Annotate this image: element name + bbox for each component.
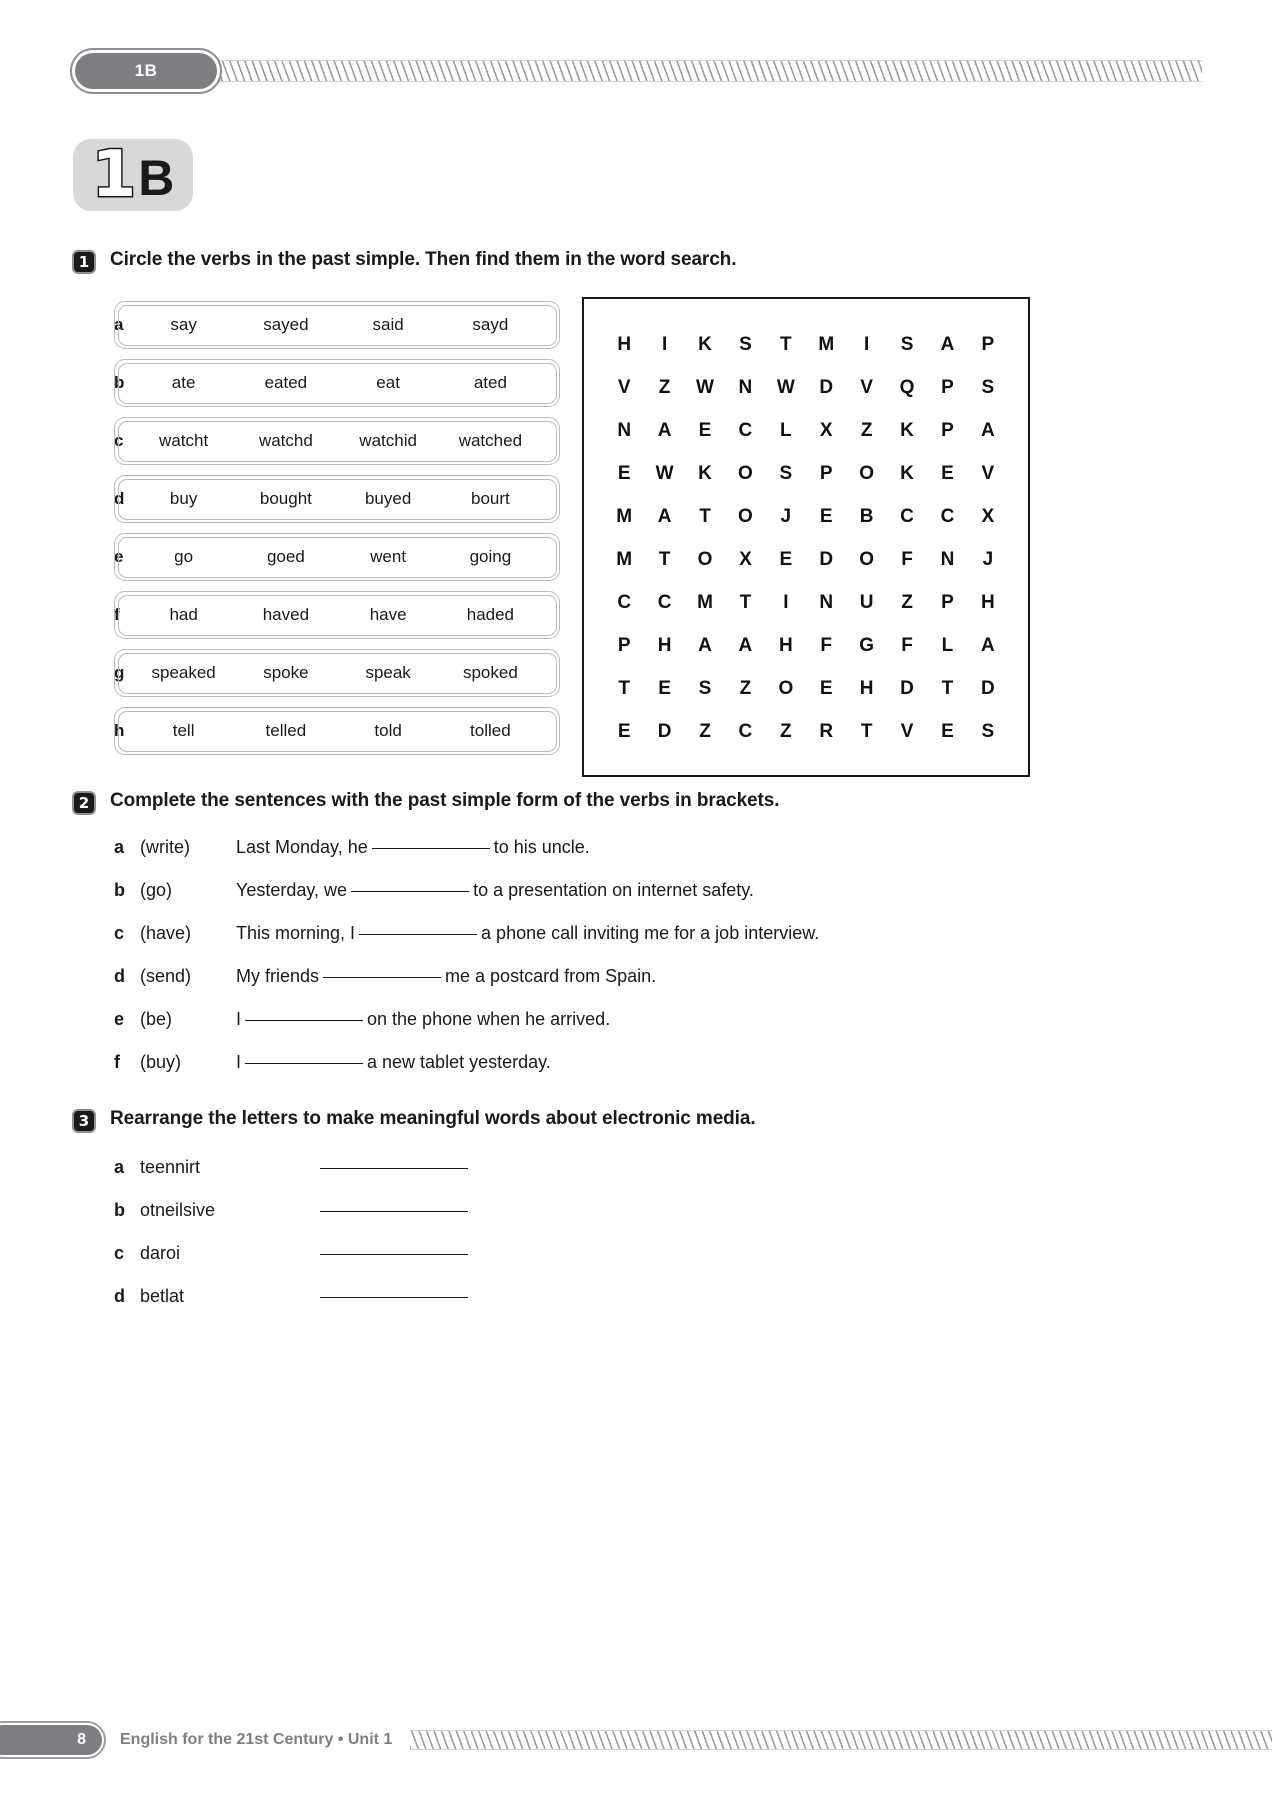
word-search-cell[interactable]: F	[901, 548, 913, 570]
sentence-letter: f	[114, 1052, 120, 1072]
word-search-cell[interactable]: P	[941, 419, 954, 441]
word-search-cell[interactable]: L	[780, 419, 792, 441]
word-search-row	[604, 710, 1008, 753]
sentence-text-after: on the phone when he arrived.	[367, 1009, 611, 1029]
word-search-cell[interactable]: D	[657, 720, 672, 742]
word-search-cell[interactable]: H	[859, 677, 874, 699]
verb-option[interactable]: goed	[266, 547, 305, 566]
unit-tab-label: 1B	[72, 50, 220, 92]
unit-badge	[73, 139, 193, 211]
sentence-row	[72, 880, 1212, 923]
word-search-row	[604, 624, 1008, 667]
word-search-cell[interactable]: A	[940, 333, 955, 355]
exercise-3-number: 3	[72, 1109, 96, 1133]
sentence-text	[236, 966, 656, 987]
word-search-cell[interactable]: A	[980, 634, 995, 656]
word-search-cell[interactable]: H	[980, 591, 995, 613]
word-search-cell[interactable]: I	[783, 591, 789, 613]
word-search-cell[interactable]: V	[981, 462, 995, 484]
exercise-2-number: 2	[72, 791, 96, 815]
word-search-container	[582, 296, 1030, 777]
verb-option[interactable]: speak	[365, 663, 411, 682]
word-search-row	[604, 409, 1008, 452]
word-search-cell[interactable]: X	[739, 548, 752, 570]
sentence-text	[236, 1009, 610, 1030]
verb-option[interactable]: went	[370, 547, 407, 566]
verb-option[interactable]: watched	[458, 431, 523, 450]
option-row-letter: h	[114, 721, 125, 740]
word-search-row	[604, 667, 1008, 710]
exercise-2-title: Complete the sentences with the past simple form of the verbs in brackets.	[110, 790, 780, 811]
word-search-cell[interactable]: A	[738, 634, 753, 656]
word-search-row	[604, 538, 1008, 581]
sentence-row	[72, 1009, 1212, 1052]
word-search-cell[interactable]: T	[658, 548, 671, 570]
verb-option[interactable]: buy	[169, 489, 198, 508]
verb-option[interactable]: told	[374, 721, 402, 740]
sentence-text-after: a phone call inviting me for a job interview.	[481, 923, 820, 943]
word-search-cell[interactable]: D	[819, 376, 834, 398]
word-search-row	[604, 452, 1008, 495]
word-search-cell[interactable]: O	[859, 462, 875, 484]
verb-option[interactable]: ate	[171, 373, 196, 392]
verb-option-row	[72, 644, 560, 702]
word-search-cell[interactable]: S	[900, 333, 914, 355]
word-search-cell[interactable]: B	[859, 505, 874, 527]
word-search-cell[interactable]: E	[779, 548, 793, 570]
verb-option-inner	[118, 711, 557, 752]
word-search-cell[interactable]: P	[617, 634, 631, 656]
word-search-cell[interactable]: K	[698, 462, 712, 484]
verb-option[interactable]: watchd	[258, 431, 313, 450]
word-search-cell[interactable]: W	[696, 376, 714, 398]
word-search-cell[interactable]: Z	[780, 720, 792, 742]
top-header-bar	[72, 50, 1202, 92]
sentence-text-before: My friends	[236, 966, 320, 986]
exercise-3-title: Rearrange the letters to make meaningful words about electronic media.	[110, 1108, 756, 1129]
verb-option-row	[72, 528, 560, 586]
scrambled-word-list	[72, 1157, 1212, 1329]
verb-option-inner	[118, 595, 557, 636]
header-hatch-decoration	[214, 60, 1202, 82]
sentence-row	[72, 966, 1212, 1009]
verb-option[interactable]: watcht	[159, 431, 209, 450]
word-search-cell[interactable]: M	[616, 548, 633, 570]
sentence-text	[236, 837, 590, 858]
word-search-cell[interactable]: E	[941, 720, 954, 742]
word-search-cell[interactable]: J	[982, 548, 994, 570]
answer-blank[interactable]	[245, 1020, 363, 1021]
verb-option-inner	[118, 537, 557, 578]
word-search-cell[interactable]: J	[780, 505, 792, 527]
word-search-cell[interactable]: T	[699, 505, 711, 527]
verb-option[interactable]: had	[169, 605, 198, 624]
verb-option[interactable]: say	[170, 315, 197, 334]
word-search-cell[interactable]: A	[657, 505, 672, 527]
verb-option[interactable]: sayed	[263, 315, 309, 334]
option-row-letter: a	[114, 315, 124, 334]
answer-blank[interactable]	[323, 977, 441, 978]
word-search-cell[interactable]: K	[900, 462, 914, 484]
unit-badge-letter: B	[138, 150, 175, 206]
verb-option-box	[114, 301, 560, 349]
sentence-text-after: a new tablet yesterday.	[367, 1052, 551, 1072]
scrambled-word: betlat	[140, 1286, 185, 1306]
scrambled-row-letter: c	[114, 1243, 125, 1263]
verb-option[interactable]: telled	[265, 721, 307, 740]
word-search-cell[interactable]: D	[819, 548, 834, 570]
answer-blank[interactable]	[372, 848, 490, 849]
word-search-cell[interactable]: U	[859, 591, 874, 613]
verb-option[interactable]: said	[372, 315, 404, 334]
exercise-3-header	[72, 1108, 1212, 1133]
sentence-verb-prompt: (write)	[140, 837, 190, 857]
word-search-cell[interactable]: E	[698, 419, 712, 441]
sentence-row	[72, 837, 1212, 880]
answer-blank[interactable]	[245, 1063, 363, 1064]
verb-option-row	[72, 586, 560, 644]
word-search-cell[interactable]: V	[617, 376, 631, 398]
verb-option-inner	[118, 653, 557, 694]
exercise-1-title: Circle the verbs in the past simple. Then find them in the word search.	[110, 249, 737, 270]
word-search-cell[interactable]: C	[738, 720, 753, 742]
word-search-cell[interactable]: X	[819, 419, 833, 441]
word-search-cell[interactable]: O	[738, 505, 753, 527]
word-search-cell[interactable]: Z	[860, 419, 873, 441]
scrambled-row-letter: a	[114, 1157, 125, 1177]
verb-option-row	[72, 296, 560, 354]
exercise-3	[72, 1108, 1212, 1329]
verb-option-row	[72, 412, 560, 470]
answer-blank[interactable]	[351, 891, 469, 892]
verb-options-column	[72, 296, 560, 777]
word-search-cell[interactable]: N	[738, 376, 753, 398]
word-search-cell[interactable]: S	[698, 677, 712, 699]
word-search-cell[interactable]: S	[981, 376, 995, 398]
word-search-cell[interactable]: Z	[658, 376, 671, 398]
sentence-verb-prompt: (buy)	[140, 1052, 182, 1072]
exercise-1-header	[72, 249, 1212, 274]
word-search-cell[interactable]: N	[617, 419, 632, 441]
word-search-cell[interactable]: C	[617, 591, 632, 613]
verb-option[interactable]: eated	[264, 373, 308, 392]
word-search-cell[interactable]: S	[981, 720, 995, 742]
sentence-verb-prompt: (send)	[140, 966, 192, 986]
word-search-cell[interactable]: W	[655, 462, 674, 484]
word-search-cell[interactable]: P	[981, 333, 995, 355]
option-row-letter: g	[114, 663, 125, 682]
verb-option[interactable]: speaked	[151, 663, 216, 682]
word-search-cell[interactable]: T	[941, 677, 954, 699]
word-search-cell[interactable]: E	[617, 720, 631, 742]
word-search-cell[interactable]: S	[779, 462, 793, 484]
verb-option[interactable]: bought	[259, 489, 312, 508]
verb-option-box	[114, 533, 560, 581]
word-search-cell[interactable]: O	[859, 548, 875, 570]
word-search-cell[interactable]: O	[738, 462, 753, 484]
word-search-cell[interactable]: M	[616, 505, 633, 527]
word-search-cell[interactable]: E	[941, 462, 954, 484]
verb-option-inner	[118, 305, 557, 346]
word-search-cell[interactable]: O	[778, 677, 794, 699]
word-search-cell[interactable]: C	[657, 591, 672, 613]
sentence-text-before: This morning, I	[236, 923, 356, 943]
word-search-cell[interactable]: P	[941, 591, 954, 613]
word-search-cell[interactable]: E	[819, 677, 833, 699]
verb-option[interactable]: bourt	[471, 489, 510, 508]
scrambled-word-row	[72, 1286, 1212, 1329]
verb-option-inner	[118, 421, 557, 462]
word-search-cell[interactable]: A	[698, 634, 712, 656]
scrambled-row-letter: b	[114, 1200, 125, 1220]
word-search-cell[interactable]: V	[860, 376, 873, 398]
word-search-cell[interactable]: I	[864, 333, 870, 355]
word-search-cell[interactable]: N	[940, 548, 955, 570]
verb-option[interactable]: go	[174, 547, 194, 566]
word-search-cell[interactable]: K	[698, 333, 712, 355]
word-search-grid[interactable]	[582, 297, 1030, 777]
exercise-2	[72, 790, 1212, 1095]
sentence-text-after: me a postcard from Spain.	[445, 966, 657, 986]
verb-option-row	[72, 354, 560, 412]
word-search-row	[604, 581, 1008, 624]
verb-option[interactable]: spoked	[462, 663, 518, 682]
scrambled-word-row	[72, 1157, 1212, 1200]
sentence-letter: a	[114, 837, 125, 857]
exercise-1	[72, 249, 1212, 777]
word-search-cell[interactable]: Z	[901, 591, 913, 613]
word-search-cell[interactable]: M	[818, 333, 835, 355]
word-search-row	[604, 366, 1008, 409]
word-search-cell[interactable]: Z	[739, 677, 752, 699]
sentence-text	[236, 923, 819, 944]
sentence-list	[72, 837, 1212, 1095]
word-search-cell[interactable]: C	[940, 505, 955, 527]
verb-option-box	[114, 417, 560, 465]
word-search-cell[interactable]: I	[661, 333, 668, 355]
word-search-cell[interactable]: A	[980, 419, 995, 441]
sentence-row	[72, 923, 1212, 966]
option-row-letter: f	[114, 605, 120, 624]
option-row-letter: b	[114, 373, 125, 392]
word-search-cell[interactable]: T	[780, 333, 792, 355]
answer-blank[interactable]	[359, 934, 477, 935]
verb-option[interactable]: tolled	[470, 721, 511, 740]
answer-blank[interactable]	[320, 1211, 468, 1212]
verb-option[interactable]: haded	[466, 605, 515, 624]
verb-option-box	[114, 649, 560, 697]
verb-option[interactable]: watchid	[359, 431, 417, 450]
answer-blank[interactable]	[320, 1168, 468, 1169]
word-search-cell[interactable]: L	[941, 634, 954, 656]
verb-option[interactable]: haved	[262, 605, 310, 624]
footer-book-title: English for the 21st Century • Unit 1	[120, 1731, 393, 1748]
sentence-text	[236, 880, 754, 901]
word-search-cell[interactable]: N	[819, 591, 834, 613]
word-search-cell[interactable]: F	[820, 634, 833, 656]
word-search-cell[interactable]: P	[819, 462, 833, 484]
word-search-cell[interactable]: A	[657, 419, 672, 441]
scrambled-word: teennirt	[140, 1157, 201, 1177]
word-search-cell[interactable]: S	[739, 333, 752, 355]
word-search-cell[interactable]: H	[778, 634, 793, 656]
verb-option-row	[72, 470, 560, 528]
word-search-cell[interactable]: T	[860, 720, 873, 742]
word-search-cell[interactable]: T	[739, 591, 752, 613]
word-search-cell[interactable]: V	[900, 720, 914, 742]
word-search-cell[interactable]: E	[819, 505, 833, 527]
word-search-cell[interactable]: Z	[699, 720, 711, 742]
verb-option[interactable]: eat	[376, 373, 400, 392]
sentence-letter: c	[114, 923, 125, 943]
sentence-text-before: Last Monday, he	[236, 837, 368, 857]
sentence-text-before: Yesterday, we	[236, 880, 348, 900]
word-search-cell[interactable]: T	[618, 677, 630, 699]
word-search-row	[604, 323, 1008, 366]
word-search-cell[interactable]: H	[657, 634, 672, 656]
word-search-cell[interactable]: H	[617, 333, 632, 355]
word-search-cell[interactable]: O	[697, 548, 713, 570]
sentence-verb-prompt: (be)	[140, 1009, 173, 1029]
verb-option[interactable]: tell	[172, 721, 195, 740]
verb-option[interactable]: sayd	[472, 315, 509, 334]
sentence-letter: e	[114, 1009, 125, 1029]
exercise-2-header	[72, 790, 1212, 815]
word-search-cell[interactable]: M	[697, 591, 713, 613]
scrambled-word: daroi	[140, 1243, 181, 1263]
answer-blank[interactable]	[320, 1297, 468, 1298]
unit-badge-number: 1	[91, 138, 137, 212]
exercise-1-number: 1	[72, 250, 96, 274]
answer-blank[interactable]	[320, 1254, 468, 1255]
sentence-verb-prompt: (go)	[140, 880, 173, 900]
verb-option[interactable]: buyed	[364, 489, 412, 508]
footer-hatch-decoration	[410, 1730, 1272, 1750]
sentence-letter: d	[114, 966, 125, 986]
sentence-text-before: I	[236, 1009, 242, 1029]
word-search-cell[interactable]: F	[901, 634, 913, 656]
verb-option-box	[114, 591, 560, 639]
verb-option-inner	[118, 479, 557, 520]
sentence-text-after: to a presentation on internet safety.	[473, 880, 754, 900]
option-row-letter: d	[114, 489, 125, 508]
sentence-row	[72, 1052, 1212, 1095]
page-footer	[0, 1720, 1272, 1760]
sentence-letter: b	[114, 880, 125, 900]
word-search-cell[interactable]: C	[900, 505, 914, 527]
sentence-verb-prompt: (have)	[140, 923, 192, 943]
verb-option-box	[114, 359, 560, 407]
word-search-cell[interactable]: X	[981, 505, 995, 527]
word-search-cell[interactable]: E	[658, 677, 671, 699]
verb-option-box	[114, 475, 560, 523]
verb-option[interactable]: have	[369, 605, 407, 624]
verb-option[interactable]: ated	[473, 373, 507, 392]
verb-option-row	[72, 702, 560, 760]
verb-option-inner	[118, 363, 557, 404]
word-search-cell[interactable]: D	[900, 677, 914, 699]
option-row-letter: c	[114, 431, 124, 450]
word-search-cell[interactable]: K	[900, 419, 914, 441]
option-row-letter: e	[114, 547, 124, 566]
word-search-cell[interactable]: C	[738, 419, 753, 441]
scrambled-word: otneilsive	[140, 1200, 216, 1220]
word-search-cell[interactable]: Q	[899, 376, 915, 398]
word-search-cell[interactable]: W	[776, 376, 795, 398]
sentence-text-after: to his uncle.	[493, 837, 590, 857]
word-search-cell[interactable]: P	[941, 376, 954, 398]
word-search-row	[604, 495, 1008, 538]
scrambled-word-row	[72, 1200, 1212, 1243]
word-search-cell[interactable]: D	[980, 677, 995, 699]
word-search-cell[interactable]: R	[819, 720, 834, 742]
verb-option[interactable]: going	[469, 547, 512, 566]
page-number-badge: 8	[0, 1723, 104, 1757]
sentence-text	[236, 1052, 551, 1073]
word-search-cell[interactable]: E	[617, 462, 631, 484]
verb-option-box	[114, 707, 560, 755]
word-search-cell[interactable]: G	[859, 634, 875, 656]
verb-option[interactable]: spoke	[263, 663, 309, 682]
scrambled-row-letter: d	[114, 1286, 125, 1306]
sentence-text-before: I	[236, 1052, 242, 1072]
scrambled-word-row	[72, 1243, 1212, 1286]
